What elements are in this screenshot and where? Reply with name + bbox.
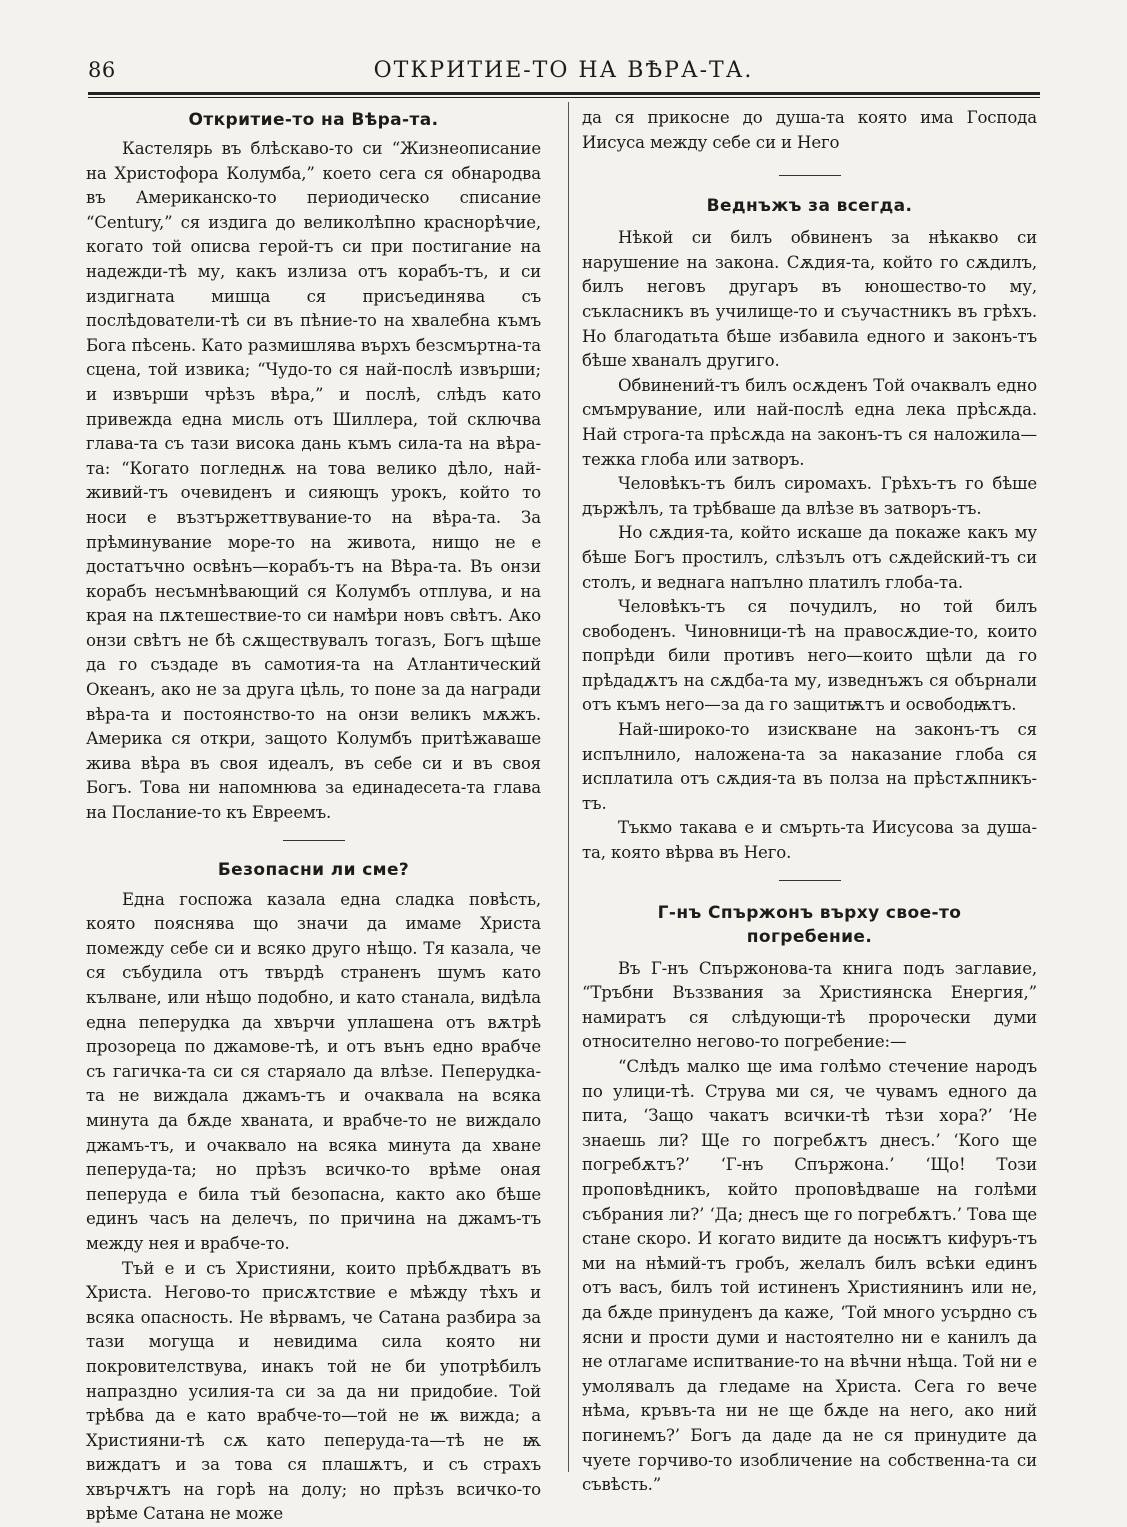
article-paragraph: Тъкмо такава е и смърть-та Иисусова за душа-та, която вѣрва въ Него. xyxy=(582,818,1037,863)
continued-text: да ся прикосне до душа-та която има Господа Иисуса между себе си и Него xyxy=(582,108,1037,152)
section-separator xyxy=(779,175,841,176)
article-paragraph: Кастелярь въ блѣскаво-то си “Жизнеописание на Христофора Колумба,” което сега ся обнародва въ Американско-то периодическо списание “Century,” ся издига до великолѣпно краснорѣчие, когато той описва герой-тъ си при постигание на надежди-тѣ му, какъ излиза отъ корабъ-тъ, и си издигната мишца ся присъединява съ послѣдователи-тѣ си въ пѣние-то на хвалебна къмъ Бога пѣсень. Като размишлява върхъ безсмъртна-та сцена, той извика; “Чудо-то ся най-послѣ извърши; и извърши чрѣзъ вѣра,” и послѣ, слѣдъ като привежда една мисль отъ Шиллера, той сключва глава-та съ тази висока дань къмъ сила-та на вѣра-та: “Когато погледнѫ на това велико дѣло, най-живий-тъ очевиденъ и сияющъ урокъ, който то носи е възтържеттвувание-то на вѣра-та. За прѣминувание море-то на живота, нищо не е достатъчно освѣнъ—корабъ-тъ на Вѣра-та. Въ онзи корабъ несъмнѣвающий ся Колумбъ отплува, и на края на пѫтешествие-то си намѣри новъ свѣтъ. Ако онзи свѣтъ не бѣ сѫществувалъ тогазъ, Богъ щѣше да го създаде въ самотия-та на Атлантический Океанъ, ако не за друга цѣль, то поне за да награди вѣра-та и постоянство-то на онзи великъ мѫжъ. Америка ся откри, защото Колумбъ притѣжаваше жива вѣра въ своя идеалъ, въ себе си и въ своя Богъ. Това ни напомнюва за единадесета-та глава на Послание-то къ Евреемъ. xyxy=(86,139,541,823)
section-separator xyxy=(779,880,841,881)
article-title: Г-нъ Спържонъ върху свое-то погребение. xyxy=(657,902,962,947)
header-rule xyxy=(88,92,1040,98)
article-paragraph: Една госпожа казала една сладка повѣсть, която пояснява що значи да имаме Христа помежду себе си и всяко друго нѣщо. Тя казала, че ся събудила отъ твърдѣ страненъ шумъ като кълване, или нѣщо подобно, и като станала, видѣла една пеперудка да хвърчи уплашена отъ вѫтрѣ прозореца по джамове-тѣ, и отъ вънъ едно врабче съ гагичка-та си ся старяало да влѣзе. Пеперудка-та не виждала джамъ-тъ и очаквала на всяка минута да бѫде хваната, и врабче-то не виждало джамъ-тъ, и очаквало на всяка минута да хване пеперуда-та; но прѣзъ всичко-то врѣме оная пеперуда е била тъй безопасна, както ако бѣше единъ часъ на делечъ, по причина на джамъ-тъ между нея и врабче-то. xyxy=(86,889,541,1253)
article-paragraph: Нѣкой си билъ обвиненъ за нѣкакво си нарушение на закона. Сѫдия-та, който го сѫдилъ, билъ неговъ другаръ въ юношество-то му, съкласникъ въ училище-то и съучастникъ въ грѣхъ. Но благодатьта бѣше избавила едного и законъ-тъ бѣше хваналъ другиго. xyxy=(582,228,1037,371)
article-title: Безопасни ли сме? xyxy=(217,859,410,880)
article-paragraph: Обвинений-тъ билъ осѫденъ Той очаквалъ едно смъмрувание, или най-послѣ една лека прѣсѫда. Най строга-та прѣсѫда на законъ-тъ ся наложила—тежка глоба или затворъ. xyxy=(582,375,1037,469)
article-title: Откритие-то на Вѣра-та. xyxy=(188,110,439,130)
article-paragraph: Въ Г-нъ Спържонова-та книга подъ заглавие, “Тръбни Въззвания за Християнска Енергия,” намиратъ ся слѣдующи-тѣ пророчески думи относително негово-то погребение:— xyxy=(582,958,1037,1052)
article-paragraph: “Слѣдъ малко ще има голѣмо стечение народъ по улици-тѣ. Струва ми ся, че чувамъ едного да пита, ‘Защо чакатъ всички-тѣ тѣзи хора?’ ‘Не знаешь ли? Ще го погребѫтъ днесъ.’ ‘Кого ще погребѫтъ?’ ‘Г-нъ Спържона.’ ‘Що! Този проповѣдникъ, който проповѣдваше на голѣми събрания ли?’ ‘Да; днесъ ще го погребѫтъ.’ Това ще стане скоро. И когато видите да носѭтъ кифуръ-тъ ми на нѣмий-тъ гробъ, желалъ билъ всѣки единъ отъ васъ, билъ той истиненъ Християнинъ или не, да бѫде принуденъ да каже, ‘Той много усърдно съ ясни и прости думи и настоятелно ни е канилъ да не отлагаме испитвание-то на вѣчни нѣща. Той ни е умолявалъ да гледаме на Христа. Сега го вече нѣма, кръвъ-та ни не ще бѫде на него, ако ний погинемъ?’ Богъ да даде да не ся принудите да чуете горчиво-то изобличение на собственна-та си съвѣсть.” xyxy=(582,1057,1037,1495)
article-paragraph: Но сѫдия-та, който искаше да покаже какъ му бѣше Богъ простилъ, слѣзълъ отъ сѫдейский-тъ си столъ, и веднага напълно платилъ глоба-та. xyxy=(582,523,1037,592)
article-paragraph: Тъй е и съ Християни, които прѣбѫдватъ въ Христа. Негово-то присѫтствие е мѣжду тѣхъ и всяка опасность. Не вѣрвамъ, че Сатана разбира за тази могуща и невидима сила която ни покровителствува, инакъ той не би употрѣбилъ напраздно усилия-та си за да ни придобие. Той трѣбва да е като врабче-то—той не ѭ вижда; а Християни-тѣ сѫ като пеперуда-та—тѣ не ѭ виждатъ и за това ся плашѫтъ, и съ страхъ хвърчѫтъ на горѣ на долу; но прѣзъ всичко-то врѣме Сатана не може xyxy=(86,1258,541,1524)
article-paragraph: Человѣкъ-тъ ся почудилъ, но той билъ свободенъ. Чиновници-тѣ на правосѫдие-то, които попрѣди били противъ него—които щѣли да го прѣдадѫтъ на сѫдба-та му, изведнъжъ ся обърнали отъ къмъ него—за да го защитѭтъ и освободѭтъ. xyxy=(582,597,1037,715)
section-separator xyxy=(283,840,345,841)
right-column xyxy=(582,106,1037,1498)
article-title: Веднъжъ за всегда. xyxy=(706,196,913,217)
article-paragraph: Человѣкъ-тъ билъ сиромахъ. Грѣхъ-тъ го бѣше държѣлъ, та трѣбваше да влѣзе въ затворъ-тъ. xyxy=(582,474,1037,518)
column-divider xyxy=(568,102,569,1472)
page-number: 86 xyxy=(88,58,116,82)
running-title: ОТКРИТИЕ-ТО НА ВѢРА-ТА. xyxy=(373,58,754,83)
article-paragraph: Най-широко-то изискване на законъ-тъ ся испълнило, наложена-та за наказание глоба ся исплатила отъ сѫдия-та въ полза на прѣстѫпникъ-тъ. xyxy=(582,720,1037,813)
left-column xyxy=(86,106,541,1527)
